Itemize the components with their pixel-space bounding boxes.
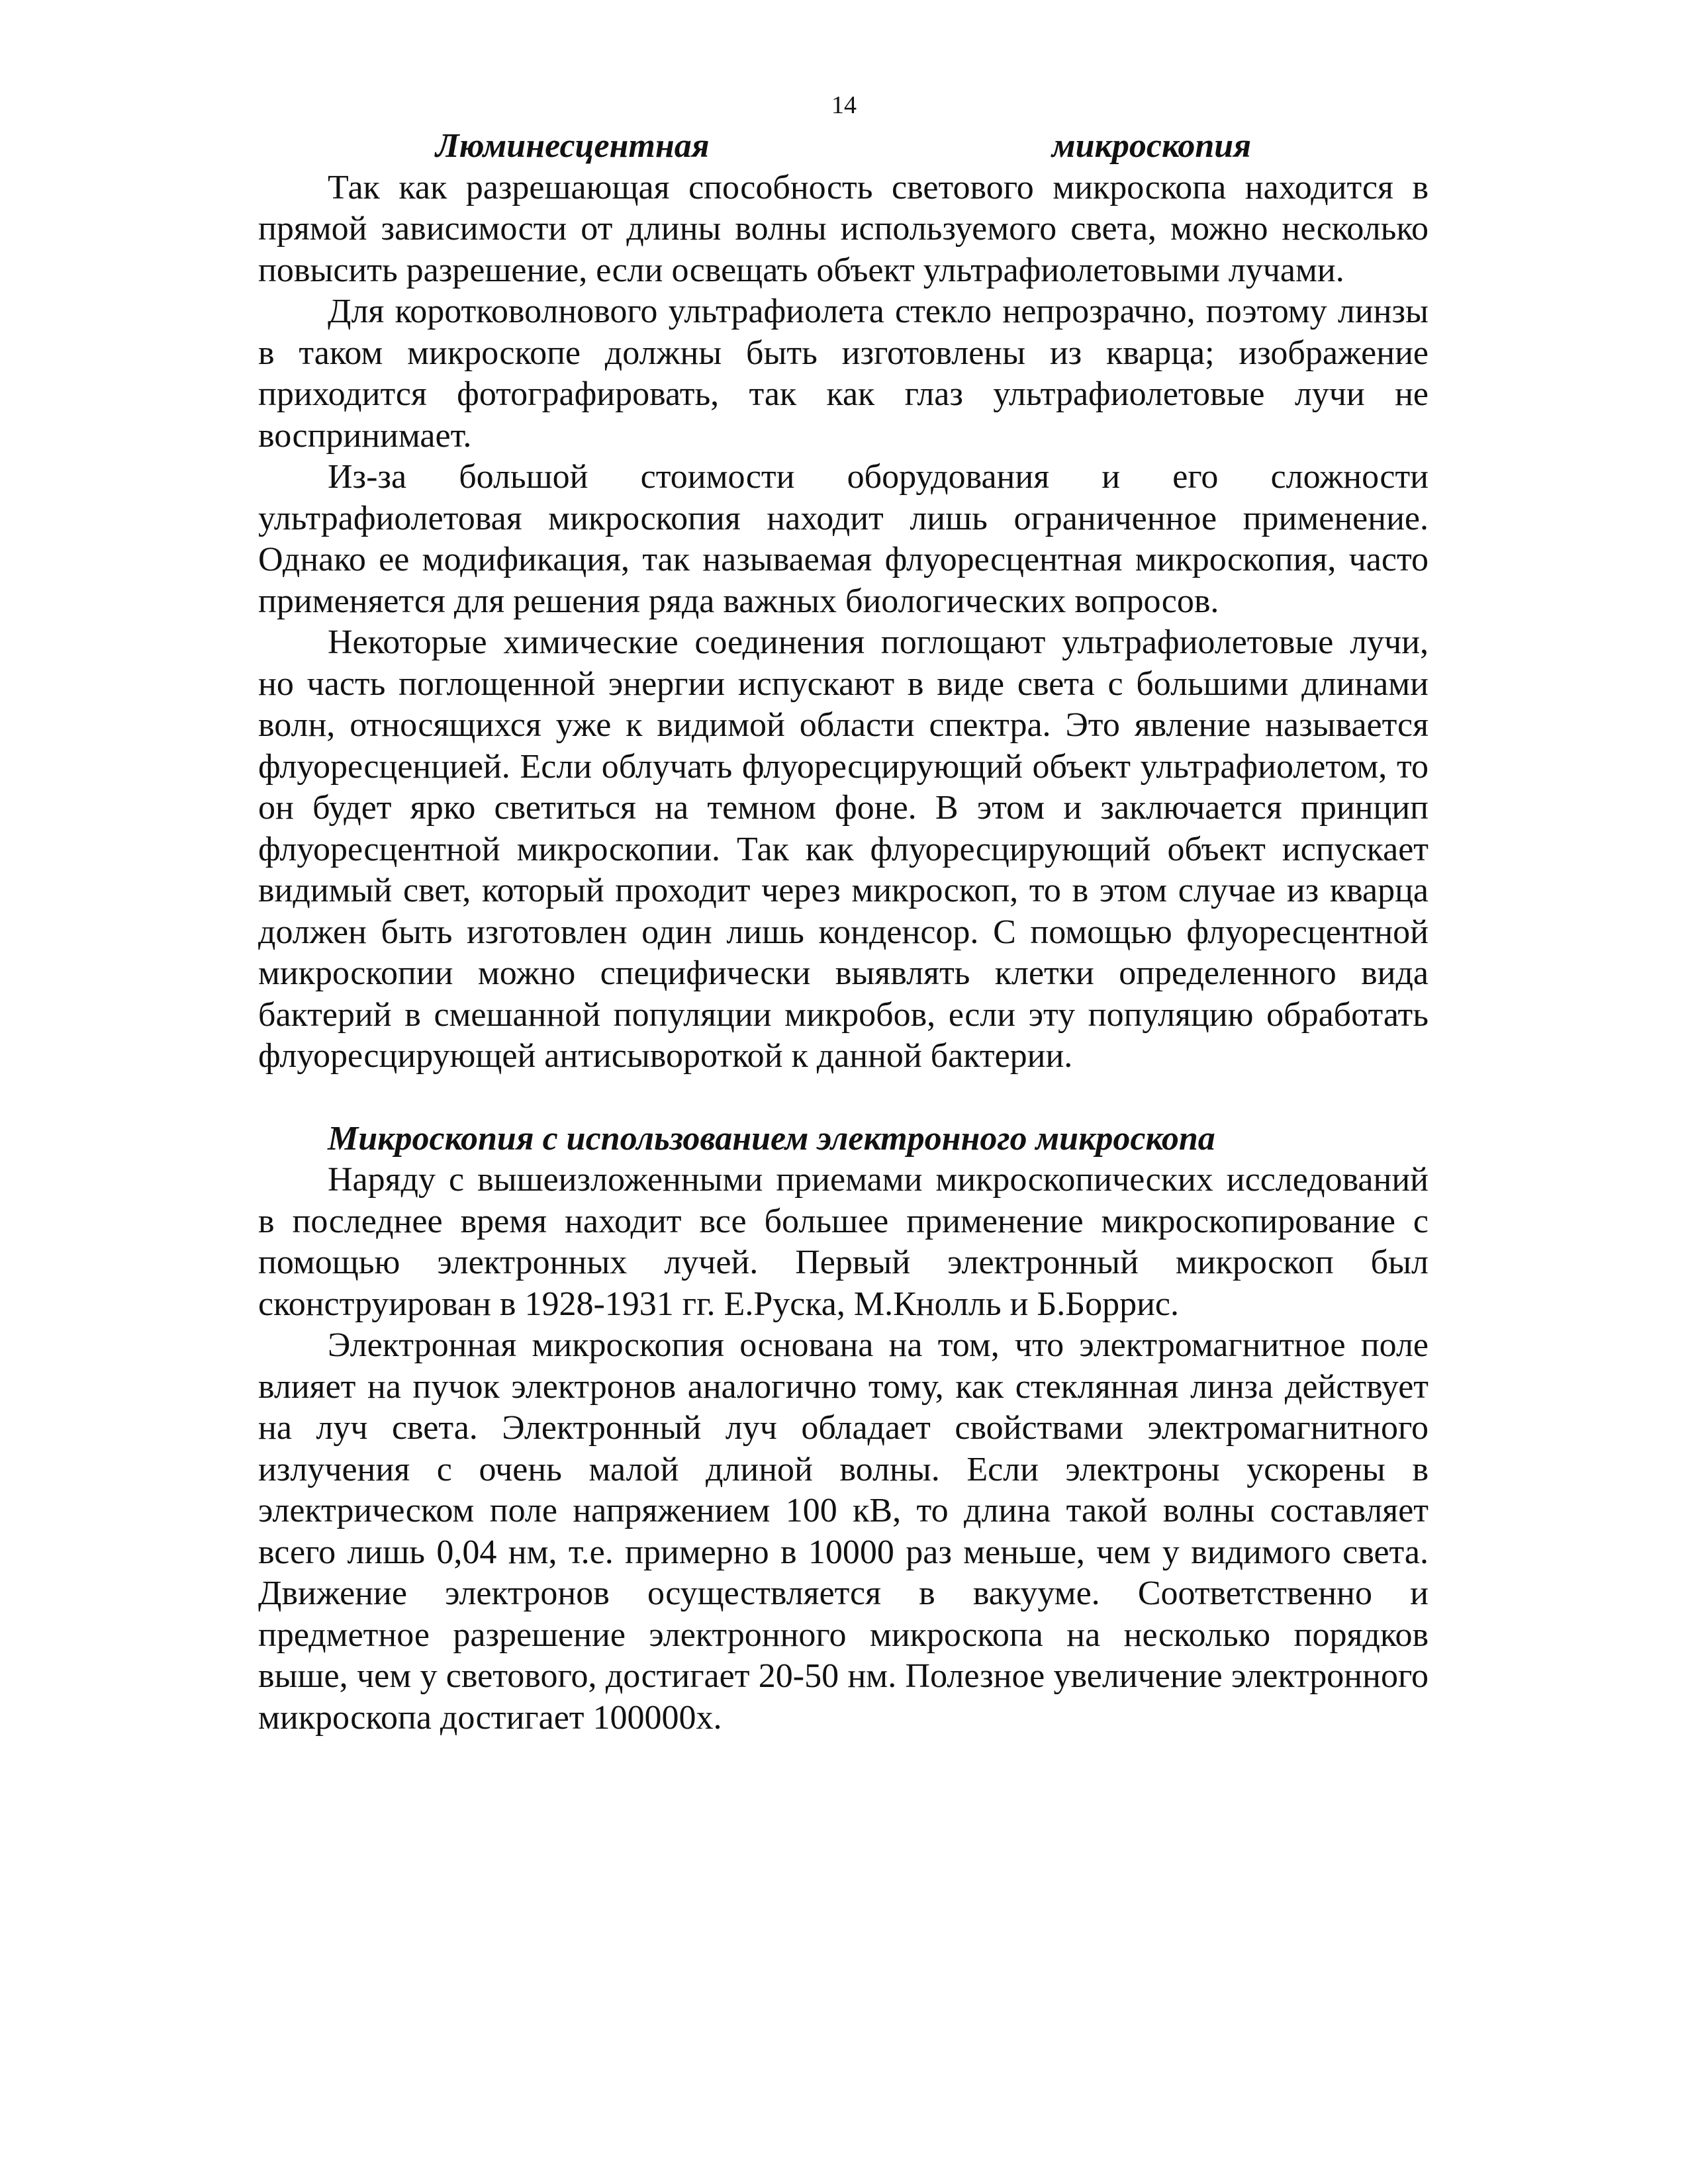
section-spacer bbox=[258, 1077, 1429, 1118]
section-heading-luminescent bbox=[258, 126, 1429, 167]
paragraph: Для коротковолнового ультрафиолета стекло непрозрачно, поэтому линзы в таком микроскопе должны быть изготовлены из кварца; изображение приходится фотографировать, так как глаз ультрафиолетовые лучи не воспринимает. bbox=[258, 293, 1429, 455]
paragraph: Из-за большой стоимости оборудования и его сложности ультрафиолетовая микроскопия находит лишь ограниченное применение. Однако ее модификация, так называемая флуоресцентная микроскопия, часто применяется для решения ряда важных биологических вопросов. bbox=[258, 458, 1429, 620]
page-content bbox=[258, 126, 1429, 1739]
paragraph: Так как разрешающая способность светового микроскопа находится в прямой зависимости от длины волны используемого света, можно несколько повысить разрешение, если освещать объект ультрафиолетовыми лучами. bbox=[258, 168, 1429, 289]
paragraph: Электронная микроскопия основана на том, что электромагнитное поле влияет на пучок электронов аналогично тому, как стеклянная линза действует на луч света. Электронный луч обладает свойствами электромагнитного излучения с очень малой длиной волны. Если электроны ускорены в электрическом поле напряжением 100 кВ, то длина такой волны составляет всего лишь 0,04 нм, т.е. примерно в 10000 раз меньше, чем у видимого света. Движение электронов осуществляется в вакууме. Соответственно и предметное разрешение электронного микроскопа на несколько порядков выше, чем у светового, достигает 20-50 нм. Полезное увеличение электронного микроскопа достигает 100000х. bbox=[258, 1326, 1429, 1737]
heading-word-right: микроскопия bbox=[1052, 127, 1251, 165]
page-number: 14 bbox=[831, 91, 857, 119]
section-heading-electron: Микроскопия с использованием электронного микроскопа bbox=[328, 1119, 1215, 1158]
paragraph: Наряду с вышеизложенными приемами микроскопических исследований в последнее время находит все большее применение микроскопирование с помощью электронных лучей. Первый электронный микроскоп был сконструирован в 1928-1931 гг. Е.Руска, М.Кнолль и Б.Боррис. bbox=[258, 1161, 1429, 1323]
heading-word-left: Люминесцентная bbox=[436, 127, 710, 165]
paragraph: Некоторые химические соединения поглощают ультрафиолетовые лучи, но часть поглощенной энергии испускают в виде света с большими длинами волн, относящихся уже к видимой области спектра. Это явление называется флуоресценцией. Если облучать флуоресцирующий объект ультрафиолетом, то он будет ярко светиться на темном фоне. В этом и заключается принцип флуоресцентной микроскопии. Так как флуоресцирующий объект испускает видимый свет, который проходит через микроскоп, то в этом случае из кварца должен быть изготовлен один лишь конденсор. С помощью флуоресцентной микроскопии можно специфически выявлять клетки определенного вида бактерий в смешанной популяции микробов, если эту популяцию обработать флуоресцирующей антисывороткой к данной бактерии. bbox=[258, 623, 1429, 1075]
